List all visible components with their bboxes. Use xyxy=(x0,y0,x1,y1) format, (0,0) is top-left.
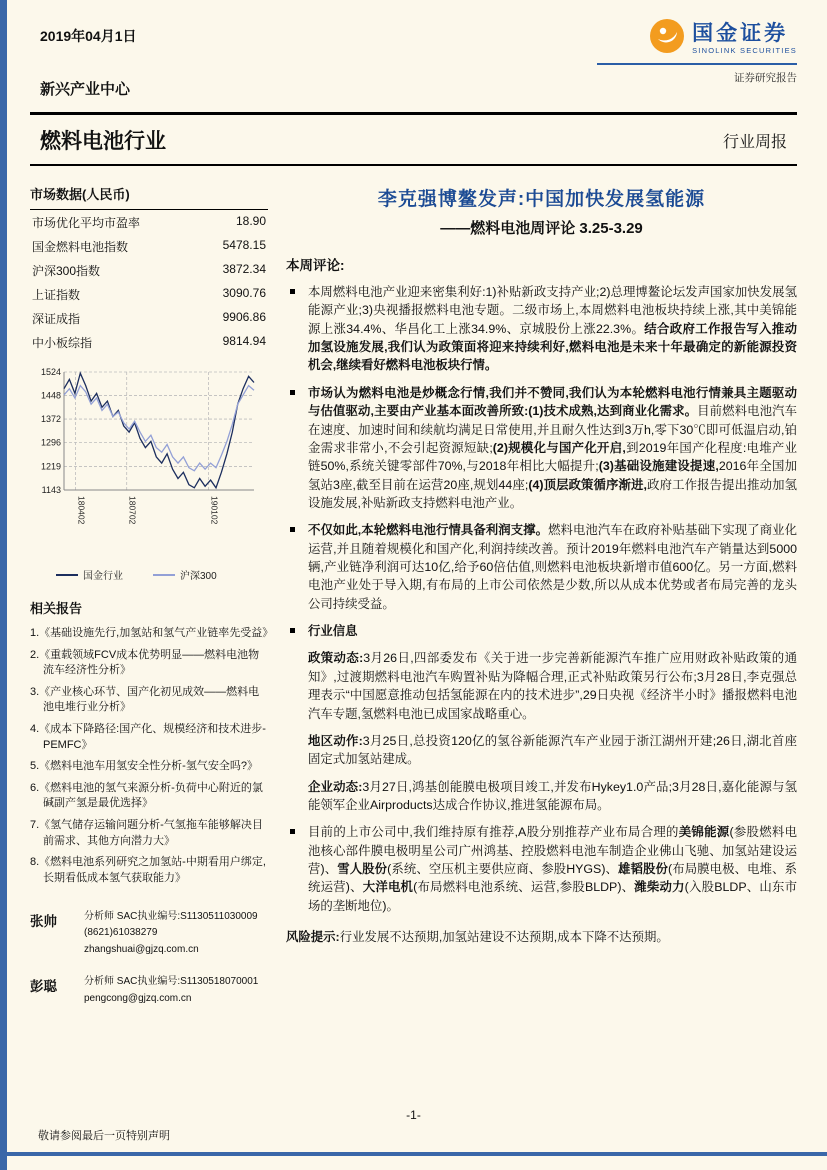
report-kind-label: 行业周报 xyxy=(722,133,787,151)
legend-item xyxy=(153,567,217,582)
analyst-row xyxy=(30,909,268,959)
text-segment: 不仅如此,本轮燃料电池行情具备利润支撑。 xyxy=(308,523,549,538)
text-segment: 3月27日,鸿基创能膜电极项目竣工,并发布Hykey1.0产品;3月28日,嘉化能源与氢能领军企业Airproducts达成合作协议,推进氢能源布局。 xyxy=(308,779,797,812)
text-segment: 到2019年国产化程度:电堆产业链50%,系统关键零部件70%,与2018年相比大幅提升; xyxy=(308,440,798,474)
svg-text:180402: 180402 xyxy=(76,496,87,525)
text-segment: (2)规模化与国产化开启, xyxy=(492,440,626,455)
page-columns xyxy=(30,180,797,1023)
svg-text:1524: 1524 xyxy=(40,367,61,377)
commentary-bullet xyxy=(286,622,797,640)
brand-text xyxy=(692,23,797,55)
text-segment: (3)基础设施建设提速, xyxy=(598,459,719,474)
market-data-row xyxy=(30,330,268,354)
svg-text:1448: 1448 xyxy=(40,390,61,401)
market-metric-value: 3872.34 xyxy=(222,261,266,276)
text-segment: (系统、空压机主要供应商、参股HYGS)、 xyxy=(387,862,619,877)
text-segment: 本周燃料电池产业迎来密集利好:1)补贴新政支持产业;2)总理博鳌论坛发声国家加快发展氢能源产业;3)央视播报燃料电池专题。二级市场上,本周燃料电池板块持续上涨,其中美锦能源上涨34.4%、华昌化工上涨34.9%、京城股份上涨22.3%。 xyxy=(308,285,797,336)
text-segment: (入股BLDP、山东市场的垄断地位)。 xyxy=(308,880,797,913)
brand-block xyxy=(597,18,797,85)
analyst-details xyxy=(84,909,258,959)
text-segment: 雄韬股份 xyxy=(618,862,668,877)
industry-title: 燃料电池行业 xyxy=(40,130,166,153)
commentary-bullet xyxy=(286,823,797,915)
divider-bottom xyxy=(30,164,797,166)
market-data-row xyxy=(30,258,268,282)
main-content xyxy=(286,180,797,1023)
svg-text:190102: 190102 xyxy=(209,496,220,525)
article-subtitle: ——燃料电池周评论 3.25-3.29 xyxy=(440,220,643,237)
text-segment: 目前的上市公司中,我们维持原有推荐,A股分别推荐产业布局合理的 xyxy=(308,825,679,840)
index-chart-plot xyxy=(30,366,262,562)
sinolink-logo-icon xyxy=(649,18,685,59)
commentary-bullet xyxy=(286,283,797,375)
footer-disclaimer: 敬请参阅最后一页特别声明 xyxy=(38,1130,170,1142)
section-heading: 本周评论: xyxy=(286,258,345,273)
market-data-row xyxy=(30,306,268,330)
related-reports-title: 相关报告 xyxy=(30,601,83,616)
market-metric-value: 9814.94 xyxy=(222,333,266,348)
report-date: 2019年04月1日 xyxy=(40,28,137,44)
left-accent-bar xyxy=(0,0,7,1170)
brand-row xyxy=(597,18,797,65)
text-segment: (4)顶层政策循序渐进, xyxy=(528,477,647,492)
analyst-name: 彭聪 xyxy=(30,979,57,995)
report-type-label: 证券研究报告 xyxy=(734,72,797,84)
commentary-sub-paragraph xyxy=(286,649,797,722)
page-number: -1- xyxy=(406,1108,421,1122)
market-data-row xyxy=(30,282,268,306)
analyst-detail-line: (8621)61038279 xyxy=(84,927,158,939)
commentary-sub-paragraph xyxy=(286,778,797,815)
risk-text: 行业发展不达预期,加氢站建设不达预期,成本下降不达预期。 xyxy=(339,930,669,945)
text-segment: 3月26日,四部委发布《关于进一步完善新能源汽车推广应用财政补贴政策的通知》,过渡期燃料电池汽车购置补贴为降幅合理,正式补贴政策另行公布;3月28日,李克强总理表示“中国愿意推动包括氢能源在内的技术进步”,29日央视《经济半小时》播报燃料电池汽车专题,氢燃料电池已成国家战略重心。 xyxy=(308,651,797,721)
related-report-item: 6.《燃料电池的氢气来源分析-负荷中心附近的氯碱副产氢是最优选择》 xyxy=(30,781,263,810)
brand-subtitle: SINOLINK SECURITIES xyxy=(692,45,797,55)
market-metric-label: 中小板综指 xyxy=(32,335,93,350)
market-data-table xyxy=(30,210,268,354)
text-segment: 美锦能源 xyxy=(678,825,730,840)
legend-swatch xyxy=(153,574,175,576)
text-segment: 行业信息 xyxy=(308,624,358,639)
market-data-row xyxy=(30,210,268,234)
text-segment: 目前燃料电池汽车在速度、加速时间和续航均满足日常使用,并且耐久性达到3万h,零下30℃即可低温启动,铂金需求非常小,不会引起资源短缺; xyxy=(308,404,798,455)
analyst-detail-line: pengcong@gjzq.com.cn xyxy=(84,992,192,1004)
analyst-detail-line: 分析师 SAC执业编号:S1130518070001 xyxy=(84,976,259,988)
related-report-item: 7.《氢气储存运输问题分析-气氢拖车能够解决目前需求、其他方向潜力大》 xyxy=(30,819,263,847)
market-metric-value: 3090.76 xyxy=(222,285,266,300)
analyst-detail-line: 分析师 SAC执业编号:S1130511030009 xyxy=(84,910,258,922)
risk-paragraph xyxy=(286,928,797,947)
text-segment: 政策动态: xyxy=(308,651,364,666)
svg-text:1219: 1219 xyxy=(40,461,61,472)
analysts-block xyxy=(30,909,268,1008)
text-segment: 3月25日,总投资120亿的氢谷新能源汽车产业园于浙江湖州开建;26日,湖北首座固定式加氢站建成。 xyxy=(308,733,797,767)
related-report-item: 5.《燃料电池车用氢安全性分析-氢气安全吗?》 xyxy=(30,760,258,773)
text-segment: 政府工作报告提出推动加氢设施发展,补贴新政支持燃料电池产业。 xyxy=(308,477,797,510)
analyst-details xyxy=(84,974,258,1007)
market-metric-label: 国金燃料电池指数 xyxy=(32,239,129,254)
related-report-item: 2.《重载领域FCV成本优势明显——燃料电池物流车经济性分析》 xyxy=(30,648,260,677)
related-report-item: 3.《产业核心环节、国产化初见成效——燃料电池电堆行业分析》 xyxy=(30,685,260,714)
text-segment: 2016年全国加氢站3座,截至目前在运营20座,规划44座; xyxy=(308,459,797,492)
text-segment: (布局燃料电池系统、运营,参股BLDP)、 xyxy=(413,880,635,895)
text-segment: 地区动作: xyxy=(308,733,363,748)
risk-label: 风险提示: xyxy=(286,930,340,945)
text-segment: 市场认为燃料电池是炒概念行情,我们并不赞同,我们认为本轮燃料电池行情兼具主题驱动与估值驱动,主要由产业基本面改善所致:(1)技术成熟,达到商业化需求。 xyxy=(308,385,797,419)
industry-row xyxy=(30,115,797,164)
legend-item xyxy=(56,567,123,582)
brand-name: 国金证券 xyxy=(692,21,789,45)
related-reports-list xyxy=(30,626,274,887)
analyst-name: 张帅 xyxy=(30,913,57,929)
text-segment: 大洋电机 xyxy=(362,880,414,895)
commentary-bullet xyxy=(286,521,797,613)
market-metric-label: 沪深300指数 xyxy=(32,263,101,278)
department-name: 新兴产业中心 xyxy=(40,81,131,98)
text-segment: 燃料电池汽车在政府补贴基础下实现了商业化运营,并且随着规模化和国产化,利润持续改善。预计2019年燃料电池汽车产销量达到5000辆,产业链净利润可达10亿,给予60倍估值,则燃料电池板块新增市值600亿。另一方面,燃料电池产业处于导入期,有布局的上市公司依然是少数,所以从成本优势或者布局完善的龙头公司持续受益。 xyxy=(308,523,798,611)
analyst-detail-line: zhangshuai@gjzq.com.cn xyxy=(84,943,199,955)
commentary-sub-paragraph xyxy=(286,732,797,769)
legend-swatch xyxy=(56,574,78,576)
legend-label: 国金行业 xyxy=(83,571,123,582)
related-report-item: 4.《成本下降路径:国产化、规模经济和技术进步-PEMFC》 xyxy=(30,723,266,751)
commentary-bullet xyxy=(286,384,797,513)
related-report-item: 8.《燃料电池系列研究之加氢站-中期看用户绑定,长期看低成本氢气获取能力》 xyxy=(30,856,266,884)
market-metric-value: 9906.86 xyxy=(222,309,266,324)
svg-text:1372: 1372 xyxy=(40,414,61,425)
article-title: 李克强博鳌发声:中国加快发展氢能源 xyxy=(377,189,706,210)
market-data-title: 市场数据(人民币) xyxy=(30,180,268,210)
text-segment: (布局膜电极、电堆、系统运营)、 xyxy=(308,862,797,895)
text-segment: 企业动态: xyxy=(308,779,363,794)
svg-text:1296: 1296 xyxy=(40,437,61,448)
market-metric-value: 5478.15 xyxy=(222,237,266,252)
analyst-row xyxy=(30,974,268,1007)
bottom-accent-bar xyxy=(0,1152,827,1156)
chart-legend xyxy=(56,567,268,582)
market-metric-value: 18.90 xyxy=(235,213,266,228)
svg-text:180702: 180702 xyxy=(127,496,138,525)
index-chart xyxy=(30,366,268,582)
commentary-body xyxy=(286,283,797,915)
market-metric-label: 市场优化平均市盈率 xyxy=(32,215,141,230)
legend-label: 沪深300 xyxy=(180,571,217,582)
text-segment: 潍柴动力 xyxy=(634,880,685,895)
sidebar xyxy=(30,180,274,1023)
text-segment: 结合政府工作报告写入推动加氢设施发展,我们认为政策面将迎来持续利好,燃料电池是未来十年最确定的新能源投资机会,继续看好燃料电池板块行情。 xyxy=(308,321,798,373)
text-segment: 雪人股份 xyxy=(337,862,388,877)
market-metric-label: 深证成指 xyxy=(32,311,81,326)
related-report-item: 1.《基础设施先行,加氢站和氢气产业链率先受益》 xyxy=(30,627,274,639)
report-header xyxy=(0,0,827,112)
svg-text:1143: 1143 xyxy=(41,485,61,495)
market-metric-label: 上证指数 xyxy=(32,287,81,302)
text-segment: (参股燃料电池核心部件膜电极明星公司广州鸿基、控股燃料电池车制造企业佛山飞驰、加氢站建设运营)、 xyxy=(308,825,797,877)
market-data-row xyxy=(30,234,268,258)
